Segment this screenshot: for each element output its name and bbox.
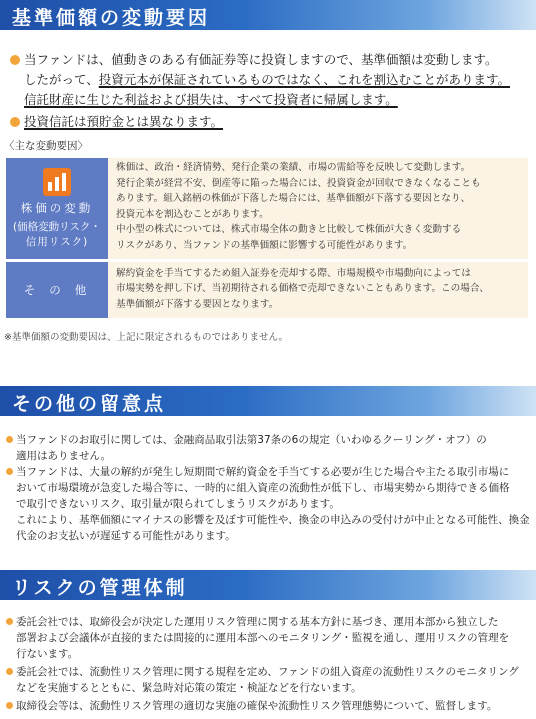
- table-row: [6, 260, 528, 318]
- bullet-line: したがって、投資元本が保証されているものではなく、これを割込むことがあります。: [24, 72, 511, 87]
- bullet-line: 当ファンドは、値動きのある有価証券等に投資しますので、基準価額は変動します。: [10, 50, 498, 69]
- factor-sublabel: 信用リスク): [25, 235, 89, 248]
- bullet-line: 取締役会等は、流動性リスク管理の適切な実施の確保や流動性リスク管理態勢について、監督します。: [6, 698, 497, 714]
- factor-label: その他: [23, 282, 101, 297]
- bullet-dot: [6, 436, 13, 443]
- bullet-line: 投資信託は預貯金とは異なります。: [10, 112, 223, 131]
- factor-sublabel: (価格変動リスク・: [13, 220, 101, 233]
- bullet-dot: [6, 468, 13, 475]
- bullet-line: 当ファンドは、大量の解約が発生し短期間で解約資金を手当てする必要が生じた場合や主たる取引市場に: [6, 464, 509, 480]
- description-line: 基準価額が下落する要因となります。: [116, 298, 279, 310]
- table-row: [6, 158, 528, 260]
- factor-label: 株価の変動: [20, 200, 94, 215]
- bullet-dot: [6, 618, 13, 625]
- bullet-line: 委託会社では、流動性リスク管理に関する規程を定め、ファンドの組入資産の流動性リスクのモニタリング: [6, 664, 519, 680]
- bullet-line: などを実施するとともに、緊急時対応策の策定・検証などを行ないます。: [16, 682, 362, 694]
- description-line: あります。組入銘柄の株価が下落した場合には、基準価額が下落する要因となり、: [116, 193, 471, 204]
- table-caption: 〈主な変動要因〉: [4, 140, 88, 152]
- section-header-other-notes: [0, 386, 536, 416]
- factor-description-cell: [108, 260, 528, 318]
- description-line: リスクがあり、当ファンドの基準価額に影響する可能性があります。: [116, 239, 413, 251]
- section-header-price-factors: [0, 0, 536, 30]
- factor-label-cell: [6, 260, 108, 318]
- bullet-line: 委託会社では、取締役会が決定した運用リスク管理に関する基本方針に基づき、運用本部から独立した: [6, 614, 498, 630]
- bullet-dot: [10, 55, 20, 65]
- bullet-line: 適用はありません。: [16, 450, 112, 462]
- bullet-dot: [10, 117, 20, 127]
- stock-chart-icon: [43, 168, 71, 196]
- bullet-line: 信託財産に生じた利益および損失は、すべて投資者に帰属します。: [24, 92, 398, 107]
- bullet-line: おいて市場環境が急変した場合等に、一時的に組入資産の流動性が低下し、市場実勢から期待できる価格: [16, 482, 510, 494]
- bullet-dot: [6, 702, 13, 709]
- description-line: 株価は、政治・経済情勢、発行企業の業績、市場の需給等を反映して変動します。: [116, 162, 471, 173]
- footnote: ※基準価額の変動要因は、上記に限定されるものではありません。: [4, 332, 289, 343]
- section-title: 基準価額の変動要因: [12, 7, 211, 29]
- risk-factor-table: [6, 158, 528, 318]
- bullet-line: で取引できないリスク、取引量が限られてしまうリスクがあります。: [16, 498, 340, 510]
- bullet-line: これにより、基準価額にマイナスの影響を及ぼす可能性や、換金の申込みの受付けが中止となる可能性、換金: [16, 514, 530, 526]
- bullet-line: 部署および会議体が直接的または間接的に運用本部へのモニタリング・監視を通し、運用リスクの管理を: [16, 632, 510, 644]
- bullet-line: 行ないます。: [16, 648, 79, 660]
- description-line: 投資元本を割込むことがあります。: [116, 208, 269, 220]
- bullet-line: 当ファンドのお取引に関しては、金融商品取引法第37条の6の規定（いわゆるクーリング・オフ）の: [6, 432, 487, 448]
- bullet-dot: [6, 668, 13, 675]
- description-line: 中小型の株式については、株式市場全体の動きと比較して株価が大きく変動する: [116, 224, 462, 235]
- section-header-risk-management: [0, 570, 536, 600]
- section-title: その他の留意点: [12, 393, 167, 415]
- description-line: 解約資金を手当てするため組入証券を売却する際、市場規模や市場動向によっては: [116, 267, 471, 279]
- factor-label-cell: [6, 158, 108, 260]
- description-line: 市場実勢を押し下げ、当初期待される価格で売却できないこともあります。この場合、: [116, 283, 490, 294]
- description-line: 発行企業が経営不安、倒産等に陥った場合には、投資資金が回収できなくなることも: [116, 177, 481, 189]
- section-title: リスクの管理体制: [12, 577, 188, 599]
- factor-description-cell: [108, 158, 528, 260]
- bullet-line: 代金のお支払いが遅延する可能性があります。: [16, 530, 236, 542]
